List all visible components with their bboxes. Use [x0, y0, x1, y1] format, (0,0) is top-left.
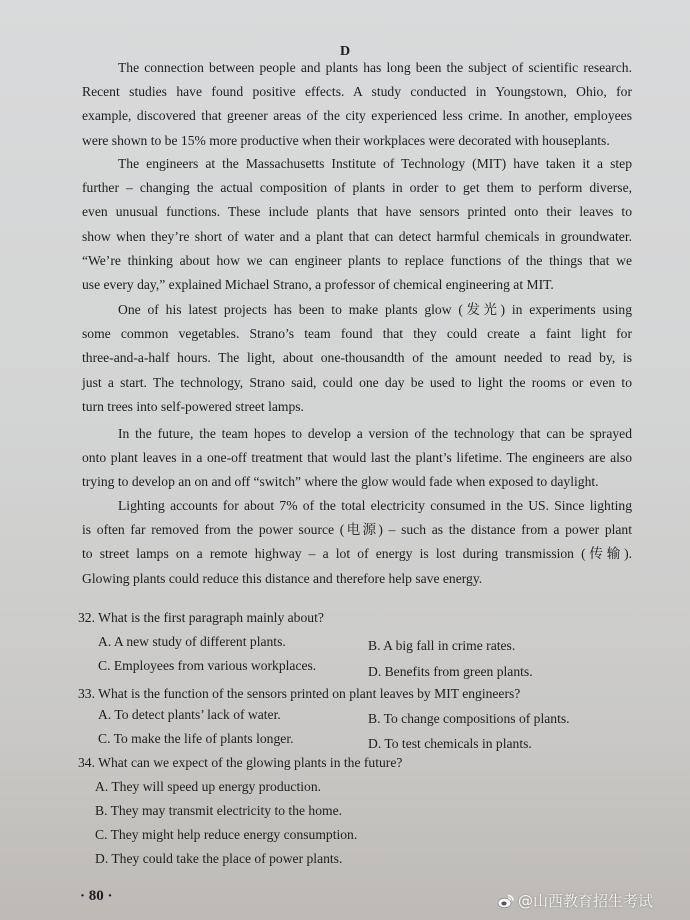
question-34-option-c[interactable]: C. They might help reduce energy consumption.: [95, 827, 358, 842]
paragraph-line: turn trees into self-powered street lamps.: [82, 398, 304, 414]
paragraph-line: trying to develop an on and off “switch” where the glow would fade when exposed to daylight.: [82, 474, 599, 490]
question-33-option-c[interactable]: C. To make the life of plants longer.: [98, 731, 294, 746]
paragraph-line: “We’re thinking about how we can engineer plants to replace functions of the things that we: [82, 252, 632, 268]
paragraph-4: [82, 422, 632, 495]
paragraph-line: were shown to be 15% more productive when their workplaces were decorated with houseplants.: [82, 132, 610, 148]
paragraph-2: [82, 152, 632, 297]
question-33-stem: 33. What is the function of the sensors printed on plant leaves by MIT engineers?: [78, 686, 521, 701]
paragraph-1: [82, 56, 632, 153]
question-32-option-b[interactable]: B. A big fall in crime rates.: [368, 638, 516, 653]
question-32-option-d[interactable]: D. Benefits from green plants.: [368, 664, 533, 679]
weibo-icon: [497, 893, 515, 909]
paragraph-line: some common vegetables. Strano’s team found that they could create a faint light for: [82, 326, 632, 342]
question-34-option-a[interactable]: A. They will speed up energy production.: [95, 779, 322, 794]
question-32-option-a[interactable]: A. A new study of different plants.: [98, 634, 286, 649]
section-heading: D: [339, 44, 351, 59]
paragraph-line: further – changing the actual composition of plants in order to get them to perform diverse,: [82, 180, 632, 196]
paragraph-line: just a start. The technology, Strano said, could one day be used to light the rooms or even to: [82, 374, 632, 390]
question-34-option-b[interactable]: B. They may transmit electricity to the home.: [95, 803, 343, 818]
paragraph-line: use every day,” explained Michael Strano, a professor of chemical engineering at MIT.: [82, 276, 554, 292]
question-33-option-a[interactable]: A. To detect plants’ lack of water.: [98, 707, 281, 722]
question-33-option-b[interactable]: B. To change compositions of plants.: [368, 711, 570, 726]
paragraph-line: show when they’re short of water and a plant that can detect harmful chemicals in groundwater.: [82, 228, 632, 244]
paragraph-line: to street lamps on a remote highway – a lot of energy is lost during transmission (传输).: [82, 546, 632, 562]
paragraph-5: [82, 494, 632, 591]
page-number: · 80 ·: [80, 888, 113, 904]
paragraph-line: One of his latest projects has been to make plants glow (发光) in experiments using: [118, 302, 632, 317]
paragraph-3: [82, 298, 632, 419]
question-32-stem: 32. What is the first paragraph mainly about?: [78, 610, 324, 625]
paragraph-line: even unusual functions. These include plants that have sensors printed onto their leaves to: [82, 204, 632, 220]
question-32-option-c[interactable]: C. Employees from various workplaces.: [98, 658, 317, 673]
paragraph-line: example, discovered that greener areas of the city experienced less crime. In another, employees: [82, 108, 632, 124]
question-34-option-d[interactable]: D. They could take the place of power plants.: [95, 851, 343, 866]
paragraph-line: Recent studies have found positive effects. A study conducted in Youngstown, Ohio, for: [82, 84, 632, 100]
paragraph-line: is often far removed from the power source (电源) – such as the distance from a power plant: [82, 522, 632, 538]
question-33-option-d[interactable]: D. To test chemicals in plants.: [368, 736, 532, 751]
paragraph-line: three-and-a-half hours. The light, about one-thousandth of the amount needed to read by, is: [82, 350, 632, 366]
paragraph-line: The connection between people and plants has long been the subject of scientific research.: [118, 60, 632, 75]
paragraph-line: In the future, the team hopes to develop a version of the technology that can be sprayed: [118, 426, 632, 441]
paragraph-line: The engineers at the Massachusetts Institute of Technology (MIT) have taken it a step: [118, 156, 632, 171]
paragraph-line: Glowing plants could reduce this distance and therefore help save energy.: [82, 570, 483, 586]
paragraph-line: onto plant leaves in a one-off treatment that would last the plant’s lifetime. The engineers are also: [82, 450, 632, 466]
paragraph-line: Lighting accounts for about 7% of the total electricity consumed in the US. Since lighting: [118, 498, 632, 513]
watermark-text: @山西教育招生考试: [518, 892, 654, 910]
watermark: [497, 890, 653, 911]
question-34-stem: 34. What can we expect of the glowing plants in the future?: [78, 755, 403, 770]
